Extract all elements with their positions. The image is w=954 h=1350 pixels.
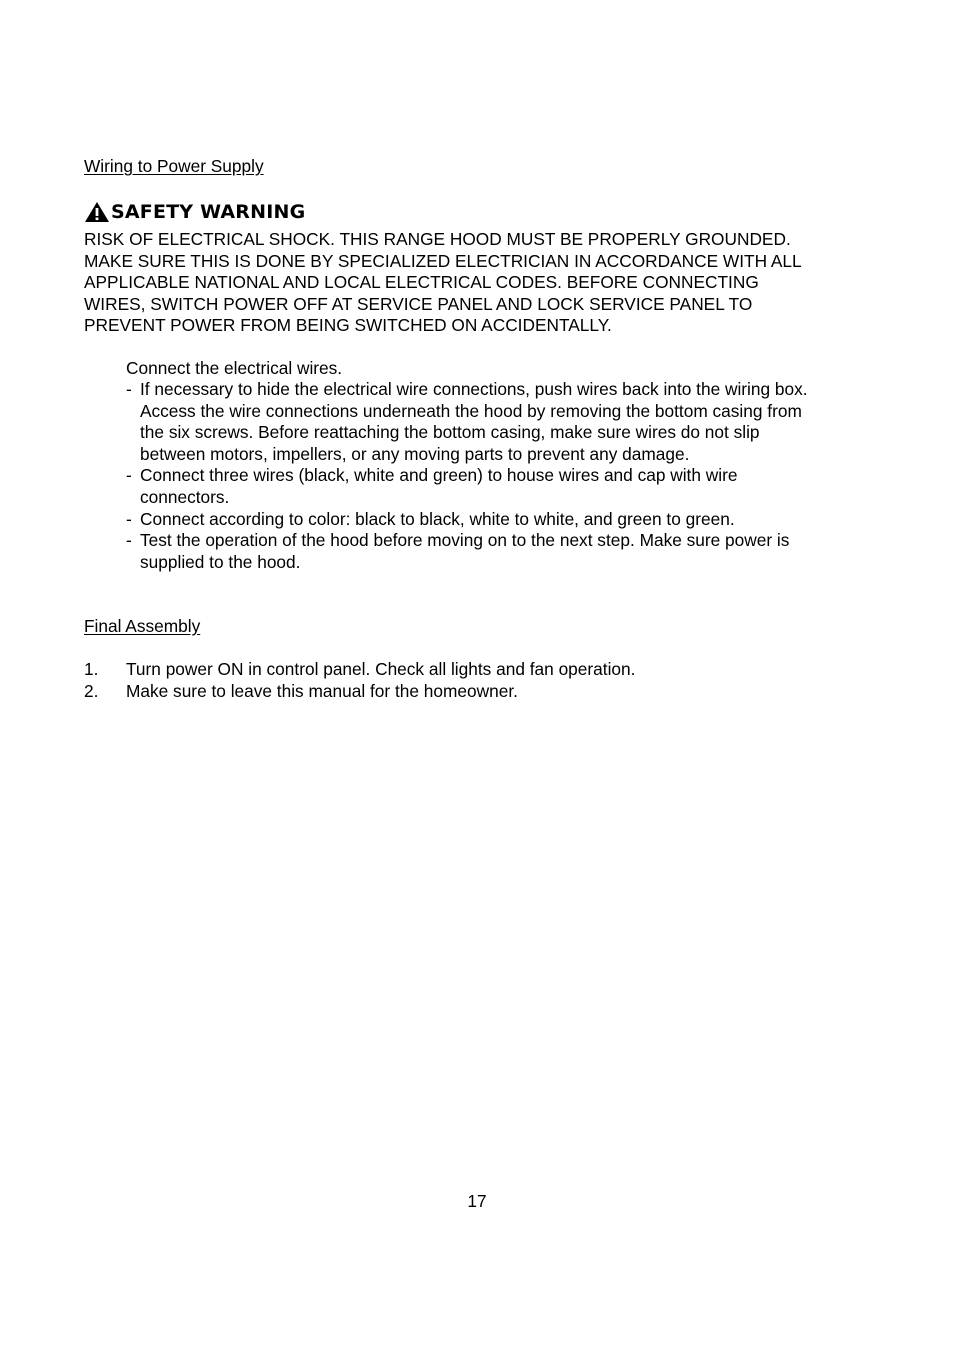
- list-item-line: Test the operation of the hood before moving on to the next step. Make sure power is: [140, 530, 790, 551]
- list-item-line: Connect according to color: black to black, white to white, and green to green.: [140, 508, 735, 529]
- step-number: 2.: [84, 680, 99, 701]
- step-text: Make sure to leave this manual for the homeowner.: [126, 680, 518, 701]
- list-item: [126, 465, 876, 508]
- warning-line: RISK OF ELECTRICAL SHOCK. THIS RANGE HOOD MUST BE PROPERLY GROUNDED.: [84, 229, 791, 249]
- list-item-line: supplied to the hood.: [140, 551, 301, 572]
- page-number: 17: [467, 1191, 487, 1211]
- warning-line: APPLICABLE NATIONAL AND LOCAL ELECTRICAL CODES. BEFORE CONNECTING: [84, 272, 759, 293]
- safety-warning-title: [84, 200, 305, 224]
- list-item: [126, 379, 876, 465]
- bullet-dash: -: [126, 530, 132, 551]
- warning-line: WIRES, SWITCH POWER OFF AT SERVICE PANEL AND LOCK SERVICE PANEL TO: [84, 293, 753, 314]
- list-item: [126, 509, 876, 531]
- list-item: [126, 530, 876, 573]
- bullet-dash: -: [126, 465, 132, 486]
- section-heading-wiring: Wiring to Power Supply: [84, 156, 264, 176]
- warning-line: MAKE SURE THIS IS DONE BY SPECIALIZED ELECTRICIAN IN ACCORDANCE WITH ALL: [84, 250, 802, 271]
- list-item-line: Access the wire connections underneath the hood by removing the bottom casing from: [140, 400, 802, 421]
- list-item-line: Connect three wires (black, white and green) to house wires and cap with wire: [140, 465, 738, 486]
- section-heading-final-assembly: Final Assembly: [84, 616, 201, 636]
- step-number: 1.: [84, 659, 99, 679]
- list-item-line: If necessary to hide the electrical wire connections, push wires back into the wiring box.: [140, 379, 808, 399]
- warning-line: PREVENT POWER FROM BEING SWITCHED ON ACCIDENTALLY.: [84, 315, 612, 336]
- bullet-dash: -: [126, 508, 132, 529]
- list-item-line: connectors.: [140, 486, 230, 507]
- connect-intro-text: Connect the electrical wires.: [126, 358, 343, 378]
- safety-warning-text: [84, 229, 884, 337]
- wiring-bullet-list: [126, 379, 876, 573]
- list-item-line: between motors, impellers, or any moving parts to prevent any damage.: [140, 443, 690, 464]
- list-item-line: the six screws. Before reattaching the bottom casing, make sure wires do not slip: [140, 422, 760, 443]
- step-text: Turn power ON in control panel. Check all lights and fan operation.: [126, 659, 636, 679]
- bullet-dash: -: [126, 379, 132, 399]
- warning-triangle-icon: [84, 201, 110, 223]
- safety-warning-label: SAFETY WARNING: [111, 201, 306, 223]
